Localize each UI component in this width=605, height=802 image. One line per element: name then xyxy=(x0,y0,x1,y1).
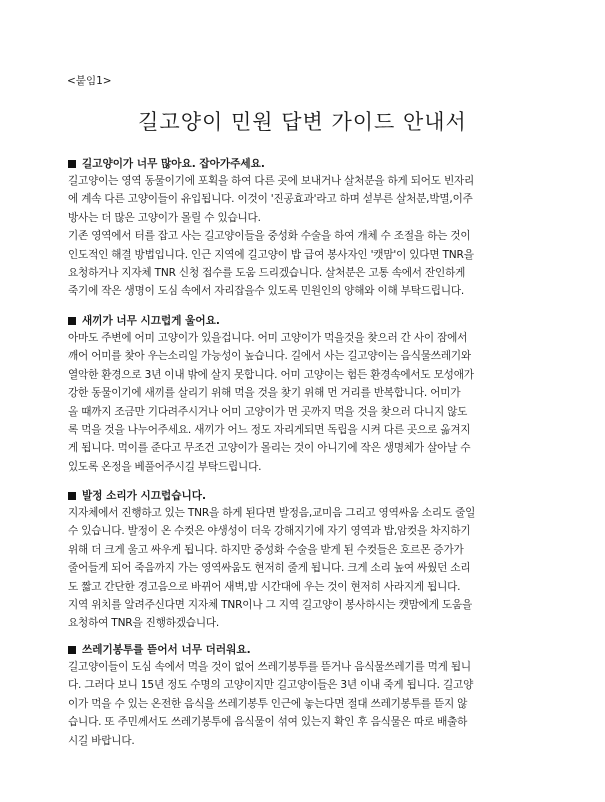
section-heading-text: 새끼가 너무 시끄럽게 울어요. xyxy=(82,315,220,327)
section-kittens-crying xyxy=(68,313,538,476)
body-line: 죽기에 작은 생명이 도심 속에서 자리잡을수 있도록 민원인의 양해와 이해 부탁드립니다. xyxy=(68,285,465,298)
body-line: 기존 영역에서 터를 잡고 사는 길고양이들을 중성화 수술을 하여 개체 수 조절을 하는 것이 xyxy=(68,230,471,243)
section-heading xyxy=(68,642,538,658)
square-bullet-icon xyxy=(68,160,76,168)
body-line: 열악한 환경으로 3년 이내 밖에 살지 못합니다. 어미 고양이는 험든 환경속에서도 모성애가 xyxy=(68,368,474,381)
body-line: 수 있습니다. 발정이 온 수컷은 야생성이 더욱 강해지기에 자기 영역과 밥,암컷을 차지하기 xyxy=(68,525,471,538)
body-line: 지자체에서 진행하고 있는 TNR을 하게 된다면 발정음,교미음 그리고 영역싸움 소리도 줄일 xyxy=(68,507,476,519)
section-heading xyxy=(68,156,538,172)
body-line: 도 짧고 간단한 경고음으로 바뀌어 새벽,밤 시간대에 우는 것이 현저히 사라지게 됩니다. xyxy=(68,580,461,593)
body-line: 지역 위치를 알려주신다면 지자체 TNR이나 그 지역 길고양이 봉사하시는 캣맘에게 도움을 xyxy=(68,598,473,611)
square-bullet-icon xyxy=(68,492,76,500)
body-line: 인도적인 해결 방법입니다. 인근 지역에 길고양이 밥 급여 봉사자인 '캣맘'이 있다면 TNR을 xyxy=(68,248,474,261)
section-heading-text: 길고양이가 너무 많아요. 잡아가주세요. xyxy=(82,158,265,170)
body-line: 다. 그러다 보니 15년 정도 수명의 고양이지만 길고양이들은 3년 이내 죽게 됩니다. 길고양 xyxy=(68,679,474,692)
body-line: 줄어들게 되어 죽음까지 가는 영역싸움도 현저히 줄게 됩니다. 크게 소리 높여 싸웠던 소리 xyxy=(68,562,471,575)
body-line: 게 됩니다. 먹이를 준다고 무조건 고양이가 몰리는 것이 아니기에 작은 생명체가 살아날 수 xyxy=(68,442,471,455)
body-line: 요청하거나 지자체 TNR 신청 접수를 도움 드리겠습니다. 살처분은 고통 속에서 잔인하게 xyxy=(68,266,466,279)
document-title: 길고양이 민원 답변 가이드 안내서 xyxy=(138,110,467,134)
body-line: 있도록 온정을 베풀어주시길 부탁드립니다. xyxy=(68,460,262,473)
body-line: 올 때까지 조금만 기다려주시거나 어미 고양이가 먼 곳까지 먹을 것을 찾으러 다니지 않도 xyxy=(68,405,468,418)
section-heading xyxy=(68,313,538,329)
body-line: 방사는 더 많은 고양이가 몰릴 수 있습니다. xyxy=(68,211,261,224)
body-line: 습니다. 또 주민께서도 쓰레기봉투에 음식물이 섞여 있는지 확인 후 음식물은 따로 배출하 xyxy=(68,716,468,729)
attachment-label: <붙임1> xyxy=(67,75,112,87)
body-line: 아마도 주변에 어미 고양이가 있을겁니다. 어미 고양이가 먹을것을 찾으러 간 사이 잠에서 xyxy=(68,332,468,344)
body-line: 길고양이는 영역 동물이기에 포획을 하여 다른 곳에 보내거나 살처분을 하게 되어도 빈자리 xyxy=(68,175,475,187)
body-line: 에 계속 다른 고양이들이 유입됩니다. 이것이 '진공효과'라고 하며 섣부른 살처분,박멸,이주 xyxy=(68,193,473,206)
body-line: 위해 더 크게 울고 싸우게 됩니다. 하지만 중성화 수술을 받게 된 수컷들은 호르몬 증가가 xyxy=(68,543,464,556)
body-line: 이가 먹을 수 있는 온전한 음식을 쓰레기봉투 인근에 놓는다면 절대 쓰레기봉투를 뜯지 않 xyxy=(68,697,468,710)
section-too-many-cats xyxy=(68,156,538,301)
body-line: 시길 바랍니다. xyxy=(68,734,135,747)
body-line: 강한 동물이기에 새끼를 살리기 위해 먹을 것을 찾기 위해 먼 거리를 반복합니다. 어미가 xyxy=(68,387,461,400)
section-heading xyxy=(68,488,538,504)
section-heading-text: 발정 소리가 시끄럽습니다. xyxy=(82,490,206,502)
section-heading-text: 쓰레기봉투를 뜯어서 너무 더러워요. xyxy=(82,644,251,656)
body-line: 록 먹을 것을 나누어주세요. 새끼가 어느 정도 자리게되면 독립을 시켜 다른 곳으로 옮겨지 xyxy=(68,423,471,436)
square-bullet-icon xyxy=(68,317,76,325)
section-mating-noise xyxy=(68,488,538,633)
body-line: 깨어 어미를 찾아 우는소리일 가능성이 높습니다. 길에서 사는 길고양이는 음식물쓰레기와 xyxy=(68,350,471,363)
body-line: 길고양이들이 도심 속에서 먹을 것이 없어 쓰레기봉투를 뜯거나 음식물쓰레기를 먹게 됩니 xyxy=(68,661,471,673)
square-bullet-icon xyxy=(68,646,76,654)
section-trash-bags xyxy=(68,642,538,750)
body-line: 요청하여 TNR을 진행하겠습니다. xyxy=(68,617,220,630)
